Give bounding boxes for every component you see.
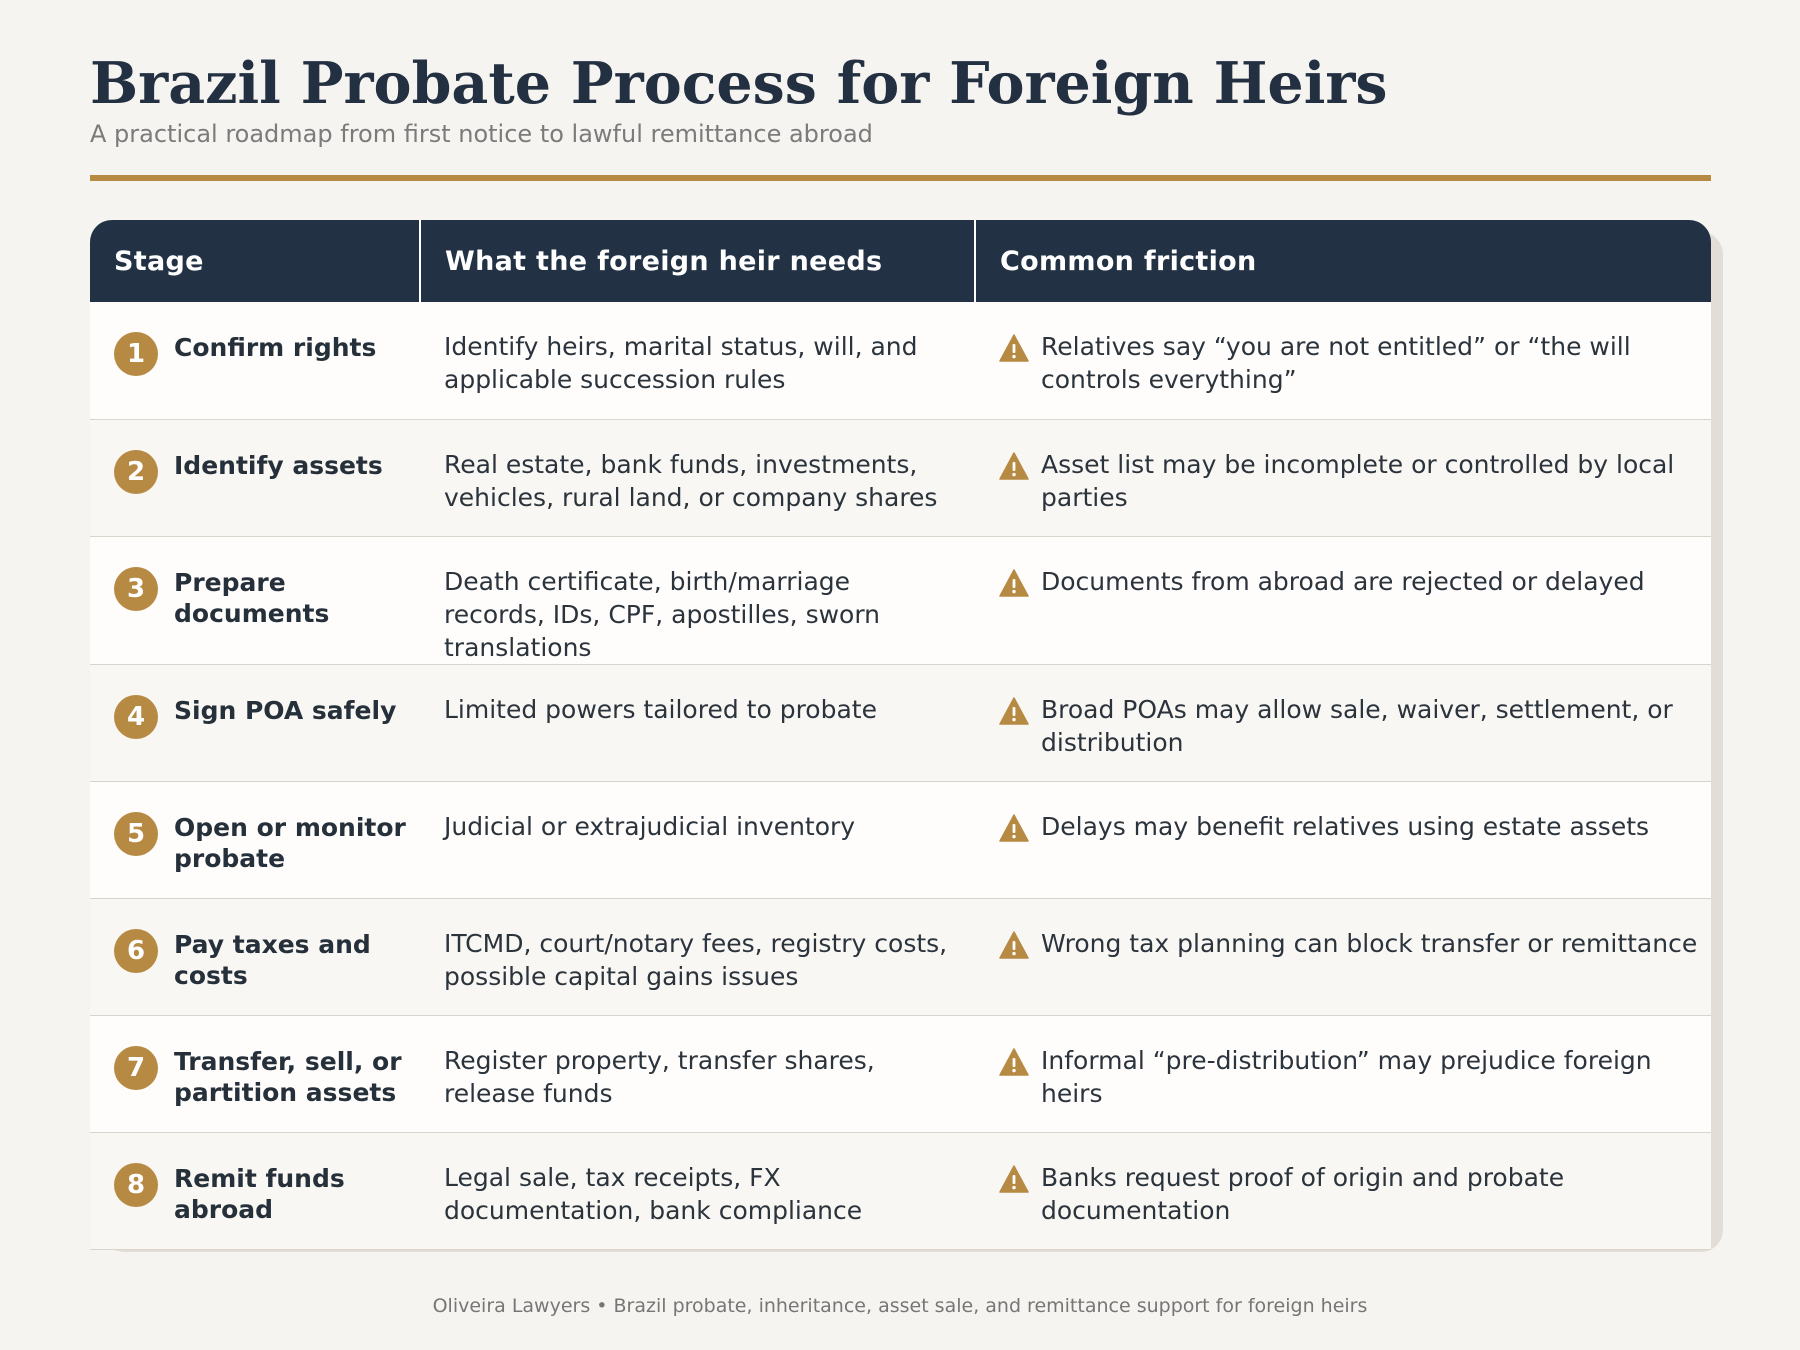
warning-icon [999,451,1029,481]
friction-cell [975,302,1711,419]
friction-text: Banks request proof of origin and probate documentation [1041,1162,1565,1225]
warning-icon [999,813,1029,843]
warning-icon [999,696,1029,726]
needs-cell: ITCMD, court/notary fees, registry costs, possible capital gains issues [444,928,948,991]
needs-cell: Register property, transfer shares, release funds [444,1045,875,1108]
needs-cell: Limited powers tailored to probate [444,694,877,724]
stage-label: Open or monitor probate [174,812,406,873]
page-title: Brazil Probate Process for Foreign Heirs [90,50,1388,117]
table-row [90,419,1711,536]
warning-icon [999,333,1029,363]
step-number-badge: 7 [114,1046,158,1090]
needs-cell: Legal sale, tax receipts, FX documentation, bank compliance [444,1162,863,1225]
step-number-badge: 2 [114,450,158,494]
friction-cell [975,898,1711,1015]
warning-icon [999,1164,1029,1194]
stage-label: Remit funds abroad [174,1163,345,1224]
friction-cell [975,419,1711,536]
table-row [90,536,1711,664]
stage-cell [90,419,420,536]
table-header-row [90,220,1711,302]
probate-table [90,220,1711,1250]
table-row [90,302,1711,419]
step-number-badge: 5 [114,812,158,856]
title-divider [90,175,1711,181]
column-header-stage: Stage [90,220,420,302]
friction-text: Documents from abroad are rejected or delayed [1041,566,1645,596]
friction-cell [975,1015,1711,1132]
friction-cell [975,1132,1711,1249]
stage-cell [90,1132,420,1249]
table-row [90,1015,1711,1132]
footer-text: Oliveira Lawyers • Brazil probate, inheritance, asset sale, and remittance support for foreign heirs [432,1295,1368,1317]
friction-text: Relatives say “you are not entitled” or “the will controls everything” [1041,332,1631,394]
column-header-needs: What the foreign heir needs [420,220,975,302]
friction-cell [975,664,1711,781]
table-row [90,898,1711,1015]
stage-label: Transfer, sell, or partition assets [174,1046,402,1107]
stage-cell [90,898,420,1015]
step-number-badge: 8 [114,1163,158,1207]
stage-label: Prepare documents [174,567,330,628]
column-header-friction: Common friction [975,220,1711,302]
stage-label: Identify assets [174,450,383,480]
step-number-badge: 6 [114,929,158,973]
step-number-badge: 1 [114,332,158,376]
step-number-badge: 3 [114,567,158,611]
step-number-badge: 4 [114,695,158,739]
stage-cell [90,1015,420,1132]
friction-text: Wrong tax planning can block transfer or remittance [1041,928,1698,958]
friction-text: Informal “pre-distribution” may prejudice foreign heirs [1041,1045,1652,1108]
stage-cell [90,664,420,781]
table-row [90,1132,1711,1249]
stage-label: Confirm rights [174,333,377,362]
stage-cell [90,536,420,664]
needs-cell: Identify heirs, marital status, will, and applicable succession rules [444,332,918,394]
needs-cell: Judicial or extrajudicial inventory [444,811,856,841]
stage-cell [90,302,420,419]
friction-text: Asset list may be incomplete or controlled by local parties [1041,449,1675,512]
needs-cell: Death certificate, birth/marriage records, IDs, CPF, apostilles, sworn translations [444,566,881,662]
table-body [90,302,1711,1249]
page-subtitle: A practical roadmap from first notice to lawful remittance abroad [90,120,873,148]
friction-cell [975,781,1711,898]
stage-label: Sign POA safely [174,695,397,725]
warning-icon [999,568,1029,598]
friction-text: Delays may benefit relatives using estate assets [1041,811,1650,841]
probate-table-container [90,220,1711,1250]
table-row [90,664,1711,781]
warning-icon [999,930,1029,960]
warning-icon [999,1047,1029,1077]
friction-cell [975,536,1711,664]
stage-label: Pay taxes and costs [174,929,371,990]
stage-cell [90,781,420,898]
friction-text: Broad POAs may allow sale, waiver, settlement, or distribution [1041,694,1673,757]
needs-cell: Real estate, bank funds, investments, vehicles, rural land, or company shares [444,449,938,512]
table-row [90,781,1711,898]
